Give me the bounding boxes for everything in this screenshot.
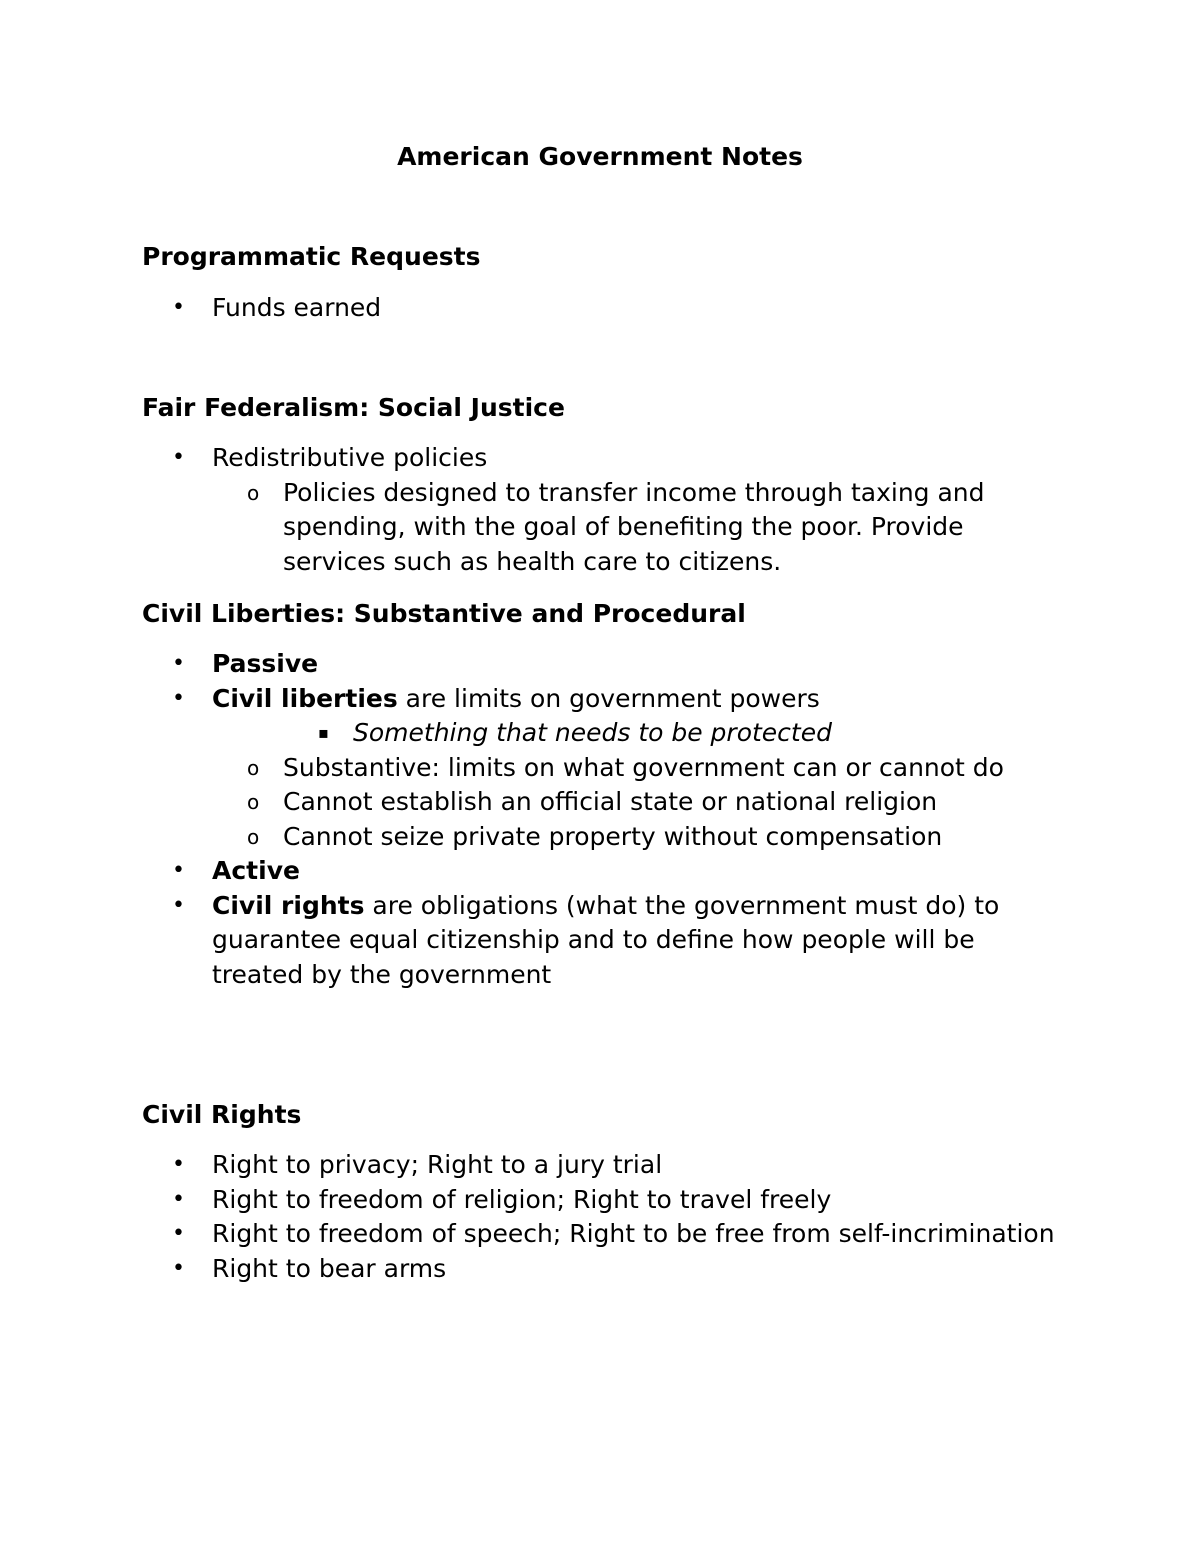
list-item-text: are limits on government powers bbox=[397, 683, 820, 713]
term-civil-liberties: Civil liberties bbox=[212, 683, 398, 713]
list-item-text: Right to freedom of speech; Right to be free from self-incrimination bbox=[212, 1219, 1055, 1248]
document-title: American Government Notes bbox=[397, 142, 803, 171]
circle-marker: o bbox=[247, 755, 260, 780]
list-item bbox=[0, 854, 1062, 889]
heading-civil-liberties: Civil Liberties: Substantive and Procedural bbox=[142, 599, 746, 628]
list-item-text: are obligations (what the government must do) to guarantee equal citizenship and to define how people will be treated by the government bbox=[212, 890, 1000, 989]
list-item-text: Something that needs to be protected bbox=[353, 718, 832, 747]
list-item bbox=[0, 751, 1063, 786]
bullet-marker: • bbox=[172, 445, 185, 470]
list-item-text: Redistributive policies bbox=[212, 443, 488, 472]
list-item bbox=[0, 441, 1062, 476]
heading-programmatic-requests: Programmatic Requests bbox=[142, 242, 481, 271]
list-item-text: Right to freedom of religion; Right to travel freely bbox=[212, 1184, 832, 1214]
list-item bbox=[0, 476, 1063, 580]
list-item-text: Passive bbox=[212, 649, 319, 678]
list-item bbox=[0, 716, 1053, 751]
bullet-marker: • bbox=[172, 892, 185, 918]
list-item-text: Cannot seize private property without compensation bbox=[283, 821, 943, 851]
bullet-marker: • bbox=[172, 1152, 185, 1177]
circle-marker: o bbox=[247, 790, 260, 814]
list-item-text: Cannot establish an official state or national religion bbox=[283, 787, 938, 816]
bullet-marker: • bbox=[172, 1255, 185, 1281]
list-item bbox=[0, 291, 1062, 326]
list-item-text: Right to privacy; Right to a jury trial bbox=[212, 1150, 663, 1179]
list-item bbox=[0, 682, 1062, 717]
bullet-marker: • bbox=[172, 295, 185, 320]
bullet-marker: • bbox=[172, 651, 185, 676]
term-civil-rights: Civil rights bbox=[212, 890, 365, 920]
list-fair-federalism bbox=[0, 441, 1200, 579]
square-marker: ▪ bbox=[318, 723, 329, 742]
list-civil-liberties bbox=[0, 647, 1200, 992]
list-item bbox=[0, 1252, 1062, 1287]
list-item bbox=[0, 1217, 1062, 1252]
bullet-marker: • bbox=[172, 858, 185, 883]
list-item bbox=[0, 1183, 1062, 1218]
list-item bbox=[0, 820, 1063, 855]
bullet-marker: • bbox=[172, 685, 185, 711]
circle-marker: o bbox=[247, 824, 260, 849]
list-item-text: Substantive: limits on what government can or cannot do bbox=[283, 752, 1004, 782]
list-item-text: Right to bear arms bbox=[212, 1253, 447, 1283]
list-item bbox=[0, 889, 1062, 993]
list-item-text: Policies designed to transfer income through taxing and spending, with the goal of benefiting the poor. Provide services such as health care to citizens. bbox=[283, 477, 985, 576]
heading-civil-rights: Civil Rights bbox=[142, 1100, 302, 1129]
list-item bbox=[0, 647, 1062, 682]
list-civil-rights bbox=[0, 1148, 1200, 1286]
circle-marker: o bbox=[247, 480, 260, 505]
list-item bbox=[0, 785, 1063, 820]
list-item-text: Funds earned bbox=[212, 293, 382, 322]
heading-fair-federalism: Fair Federalism: Social Justice bbox=[142, 393, 565, 422]
list-item bbox=[0, 1148, 1062, 1183]
bullet-marker: • bbox=[172, 1221, 185, 1246]
list-item-text: Active bbox=[212, 856, 300, 885]
bullet-marker: • bbox=[172, 1186, 185, 1212]
list-programmatic-requests bbox=[0, 291, 1200, 326]
